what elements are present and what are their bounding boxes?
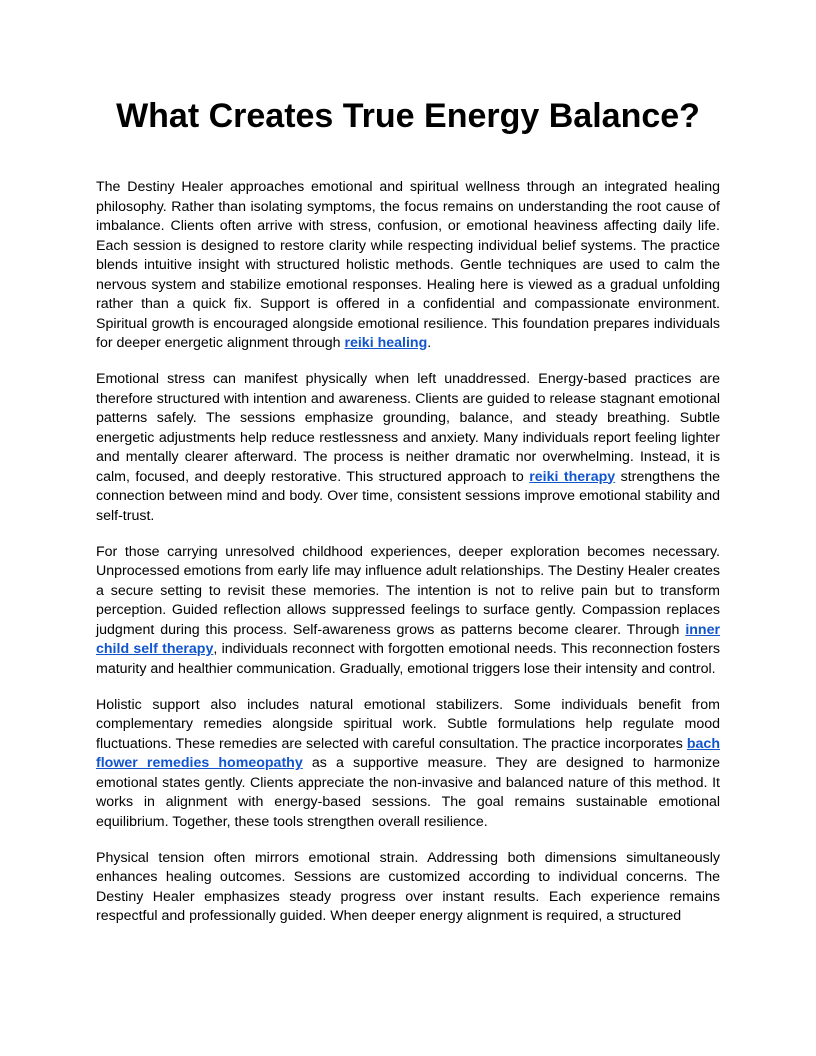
document-body	[96, 178, 720, 927]
paragraph-text: strengthens the connection between mind and body. Over time, consistent sessions improve emotional stability and self-trust.	[96, 468, 720, 524]
page-title: What Creates True Energy Balance?	[116, 97, 700, 135]
paragraph-2	[96, 370, 720, 526]
paragraph-text: Physical tension often mirrors emotional strain. Addressing both dimensions simultaneously enhances healing outcomes. Sessions are customized according to individual concerns. The Destiny Healer emphasizes steady progress over instant results. Each experience remains respectful and professionally guided. When deeper energy alignment is required, a structured	[96, 849, 720, 924]
reiki-healing-link[interactable]: reiki healing	[344, 335, 428, 351]
paragraph-text: as a supportive measure. They are designed to harmonize emotional states gently. Clients appreciate the non-invasive and balanced nature of this method. It works in alignment with energy-based sessions. The goal remains sustainable emotional equilibrium. Together, these tools strengthen overall resilience.	[96, 755, 720, 830]
paragraph-5	[96, 849, 720, 927]
paragraph-1	[96, 178, 720, 354]
paragraph-text: , individuals reconnect with forgotten emotional needs. This reconnection fosters maturity and healthier communication. Gradually, emotional triggers lose their intensity and control.	[96, 641, 721, 677]
paragraph-text: .	[427, 335, 432, 351]
paragraph-3	[96, 543, 720, 680]
reiki-therapy-link[interactable]: reiki therapy	[529, 468, 616, 485]
paragraph-text: For those carrying unresolved childhood experiences, deeper exploration becomes necessary. Unprocessed emotions from early life may influence adult relationships. The Destiny Healer creates a secure setting to revisit these memories. The intention is not to relive pain but to transform perception. Guided reflection allows suppressed feelings to surface gently. Compassion replaces judgment during this process. Self-awareness grows as patterns become clearer. Through	[96, 543, 720, 638]
paragraph-4	[96, 696, 720, 833]
paragraph-text: Emotional stress can manifest physically when left unaddressed. Energy-based practices are therefore structured with intention and awareness. Clients are guided to release stagnant emotional patterns safely. The sessions emphasize grounding, balance, and steady breathing. Subtle energetic adjustments help reduce restlessness and anxiety. Many individuals report feeling lighter and mentally clearer afterward. The process is neither dramatic nor overwhelming. Instead, it is calm, focused, and deeply restorative. This structured approach to	[96, 371, 720, 485]
document-page	[96, 96, 720, 943]
paragraph-text: The Destiny Healer approaches emotional and spiritual wellness through an integrated healing philosophy. Rather than isolating symptoms, the focus remains on understanding the root cause of imbalance. Clients often arrive with stress, confusion, or emotional heaviness affecting daily life. Each session is designed to restore clarity while respecting individual belief systems. The practice blends intuitive insight with structured holistic methods. Gentle techniques are used to calm the nervous system and stabilize emotional responses. Healing here is viewed as a gradual unfolding rather than a quick fix. Support is offered in a confidential and compassionate environment. Spiritual growth is encouraged alongside emotional resilience. This foundation prepares individuals for deeper energetic alignment through	[96, 179, 720, 351]
bach-flower-remedies-homeopathy-link[interactable]: bach flower remedies homeopathy	[96, 735, 720, 771]
inner-child-self-therapy-link[interactable]: inner child self therapy	[96, 621, 720, 657]
paragraph-text: Holistic support also includes natural emotional stabilizers. Some individuals benefit from complementary remedies alongside spiritual work. Subtle formulations help regulate mood fluctuations. These remedies are selected with careful consultation. The practice incorporates	[96, 696, 720, 752]
